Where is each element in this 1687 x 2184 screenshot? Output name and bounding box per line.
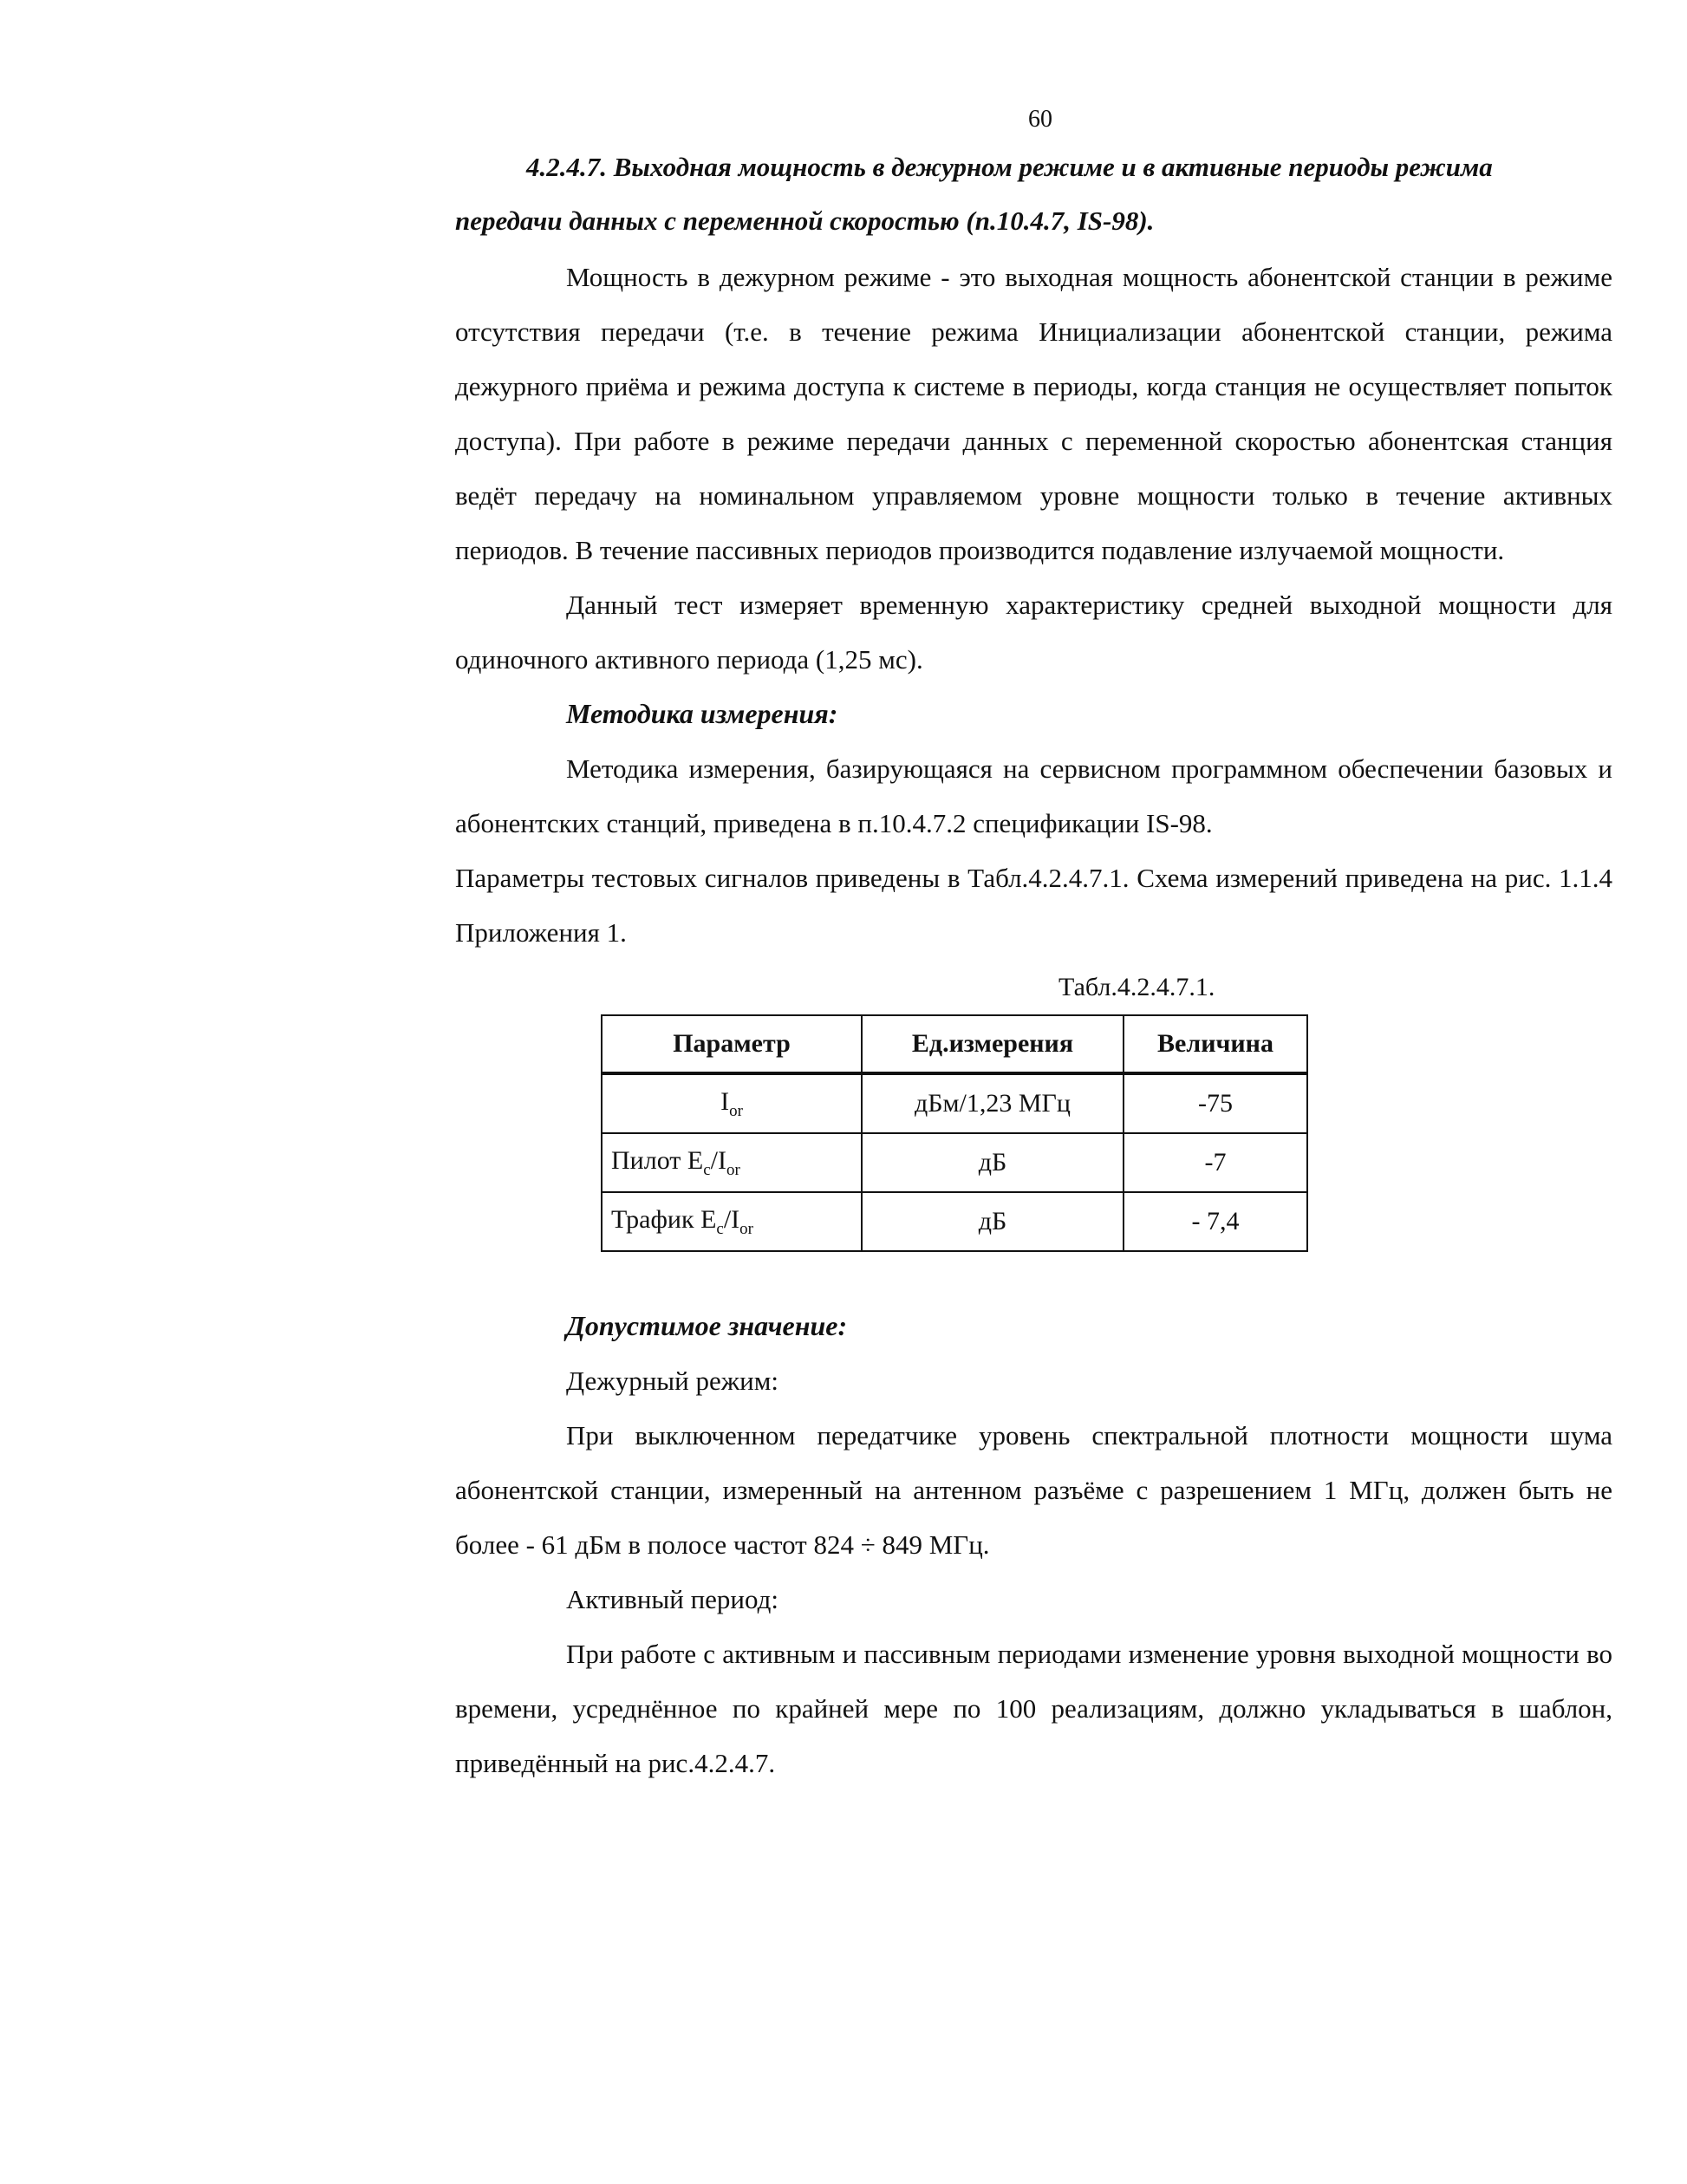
table-cell-unit: дБм/1,23 МГц <box>862 1073 1124 1133</box>
allowable-heading: Допустимое значение: <box>566 1310 848 1341</box>
table-caption: Табл.4.2.4.7.1. <box>1058 973 1215 1001</box>
paragraph-standby-definition: Мощность в дежурном режиме - это выходная мощность абонентской станции в режиме отсутствия передачи (т.е. в течение режима Инициализации абонентской станции, режима дежурного приёма и режима доступа к системе в периоды, когда станция не осуществляет попыток доступа). При работе в режиме передачи данных с переменной скоростью абонентская станция ведёт передачу на номинальном управляемом уровне мощности только в течение активных периодов. В течение пассивных периодов производится подавление излучаемой мощности. <box>455 262 1612 565</box>
section-title-line2: передачи данных с переменной скоростью (п.10.4.7, IS-98). <box>455 205 1155 236</box>
table-cell-unit: дБ <box>862 1192 1124 1251</box>
standby-label: Дежурный режим: <box>566 1366 778 1396</box>
column-header-unit: Ед.измерения <box>862 1015 1124 1073</box>
paragraph-standby-requirement: При выключенном передатчике уровень спектральной плотности мощности шума абонентской станции, измеренный на антенном разъёме с разрешением 1 МГц, должен быть не более - 61 дБм в полосе частот 824 ÷ 849 МГц. <box>455 1420 1612 1560</box>
spacer <box>455 1252 1612 1299</box>
column-header-parameter: Параметр <box>602 1015 862 1073</box>
table-row <box>602 1133 1307 1192</box>
table-header-row <box>602 1015 1307 1073</box>
paragraph-method: Методика измерения, базирующаяся на сервисном программном обеспечении базовых и абонентских станций, приведена в п.10.4.7.2 спецификации IS-98. <box>455 753 1612 838</box>
paragraph-active-requirement: При работе с активным и пассивным периодами изменение уровня выходной мощности во времени, усреднённое по крайней мере по 100 реализациям, должно укладываться в шаблон, приведённый на рис.4.2.4.7. <box>455 1639 1612 1778</box>
active-label: Активный период: <box>566 1584 779 1614</box>
table-cell-value: -7 <box>1124 1133 1307 1192</box>
table-cell-value: - 7,4 <box>1124 1192 1307 1251</box>
paragraph-test-description: Данный тест измеряет временную характеристику средней выходной мощности для одиночного активного периода (1,25 мс). <box>455 590 1612 675</box>
table-cell-parameter: Трафик $E_c/I_{or}$ <box>602 1192 862 1251</box>
document-body <box>455 140 1612 1790</box>
table-row <box>602 1073 1307 1133</box>
method-heading: Методика измерения: <box>566 698 838 729</box>
section-title-line1: Выходная мощность в дежурном режиме и в активные периоды режима <box>613 152 1493 182</box>
table-cell-unit: дБ <box>862 1133 1124 1192</box>
column-header-value: Величина <box>1124 1015 1307 1073</box>
page-number: 60 <box>1028 106 1052 133</box>
paragraph-parameters: Параметры тестовых сигналов приведены в Табл.4.2.4.7.1. Схема измерений приведена на рис. 1.1.4 Приложения 1. <box>455 863 1612 948</box>
table-row <box>602 1192 1307 1251</box>
table-cell-parameter: $I_{or}$ <box>602 1073 862 1133</box>
section-title <box>455 140 1612 194</box>
table-cell-parameter: Пилот $E_c/I_{or}$ <box>602 1133 862 1192</box>
section-number: 4.2.4.7. <box>526 152 607 182</box>
table-cell-value: -75 <box>1124 1073 1307 1133</box>
parameters-table <box>601 1014 1308 1252</box>
